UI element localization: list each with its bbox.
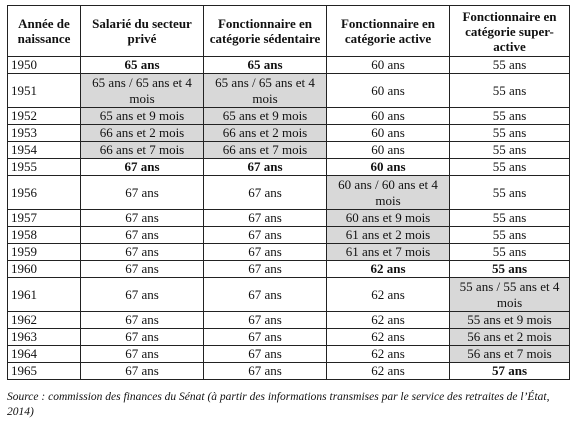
value-cell: 67 ans [204, 346, 327, 363]
value-cell: 60 ans et 9 mois [327, 210, 450, 227]
value-cell: 61 ans et 2 mois [327, 227, 450, 244]
value-cell: 67 ans [204, 363, 327, 380]
header-birth-year: Année de naissance [8, 6, 81, 57]
value-cell: 67 ans [204, 329, 327, 346]
value-cell: 67 ans [204, 210, 327, 227]
value-cell: 67 ans [204, 176, 327, 210]
value-cell: 60 ans [327, 159, 450, 176]
value-cell: 67 ans [81, 329, 204, 346]
value-cell: 55 ans [450, 210, 570, 227]
value-cell: 60 ans / 60 ans et 4 mois [327, 176, 450, 210]
value-cell: 55 ans [450, 227, 570, 244]
table-row [8, 74, 570, 108]
value-cell: 60 ans [327, 142, 450, 159]
value-cell: 66 ans et 2 mois [204, 125, 327, 142]
value-cell: 67 ans [204, 159, 327, 176]
year-cell: 1965 [8, 363, 81, 380]
value-cell: 67 ans [81, 227, 204, 244]
value-cell: 67 ans [81, 278, 204, 312]
table-row [8, 312, 570, 329]
value-cell: 66 ans et 7 mois [81, 142, 204, 159]
header-row [8, 6, 570, 57]
value-cell: 55 ans [450, 261, 570, 278]
value-cell: 57 ans [450, 363, 570, 380]
value-cell: 67 ans [204, 227, 327, 244]
year-cell: 1953 [8, 125, 81, 142]
value-cell: 56 ans et 2 mois [450, 329, 570, 346]
value-cell: 55 ans et 9 mois [450, 312, 570, 329]
year-cell: 1951 [8, 74, 81, 108]
year-cell: 1963 [8, 329, 81, 346]
year-cell: 1964 [8, 346, 81, 363]
value-cell: 61 ans et 7 mois [327, 244, 450, 261]
value-cell: 55 ans [450, 159, 570, 176]
value-cell: 65 ans et 9 mois [81, 108, 204, 125]
table-row [8, 363, 570, 380]
value-cell: 62 ans [327, 312, 450, 329]
value-cell: 67 ans [81, 363, 204, 380]
value-cell: 55 ans [450, 244, 570, 261]
value-cell: 65 ans [81, 57, 204, 74]
header-active: Fonctionnaire en catégorie active [327, 6, 450, 57]
value-cell: 67 ans [81, 176, 204, 210]
value-cell: 67 ans [81, 346, 204, 363]
retirement-age-table [7, 5, 570, 380]
year-cell: 1962 [8, 312, 81, 329]
table-row [8, 57, 570, 74]
table-row [8, 125, 570, 142]
value-cell: 55 ans [450, 57, 570, 74]
value-cell: 67 ans [81, 244, 204, 261]
table-row [8, 142, 570, 159]
year-cell: 1950 [8, 57, 81, 74]
year-cell: 1955 [8, 159, 81, 176]
value-cell: 66 ans et 2 mois [81, 125, 204, 142]
value-cell: 55 ans [450, 142, 570, 159]
table-row [8, 261, 570, 278]
value-cell: 55 ans / 55 ans et 4 mois [450, 278, 570, 312]
value-cell: 60 ans [327, 125, 450, 142]
year-cell: 1961 [8, 278, 81, 312]
value-cell: 65 ans et 9 mois [204, 108, 327, 125]
value-cell: 60 ans [327, 57, 450, 74]
year-cell: 1957 [8, 210, 81, 227]
header-super-active: Fonctionnaire en catégorie super-active [450, 6, 570, 57]
value-cell: 62 ans [327, 363, 450, 380]
value-cell: 60 ans [327, 74, 450, 108]
header-private-sector: Salarié du secteur privé [81, 6, 204, 57]
value-cell: 66 ans et 7 mois [204, 142, 327, 159]
table-row [8, 159, 570, 176]
year-cell: 1959 [8, 244, 81, 261]
value-cell: 67 ans [81, 261, 204, 278]
value-cell: 56 ans et 7 mois [450, 346, 570, 363]
table-row [8, 210, 570, 227]
year-cell: 1956 [8, 176, 81, 210]
table-row [8, 244, 570, 261]
value-cell: 55 ans [450, 125, 570, 142]
year-cell: 1954 [8, 142, 81, 159]
value-cell: 62 ans [327, 346, 450, 363]
value-cell: 62 ans [327, 329, 450, 346]
table-row [8, 278, 570, 312]
value-cell: 67 ans [204, 278, 327, 312]
value-cell: 62 ans [327, 261, 450, 278]
table-row [8, 227, 570, 244]
value-cell: 65 ans [204, 57, 327, 74]
year-cell: 1960 [8, 261, 81, 278]
value-cell: 55 ans [450, 176, 570, 210]
value-cell: 55 ans [450, 74, 570, 108]
source-note: Source : commission des finances du Sénat (à partir des informations transmises par le service des retraites de l’État, 2014) [7, 391, 550, 418]
value-cell: 67 ans [204, 261, 327, 278]
value-cell: 67 ans [204, 244, 327, 261]
value-cell: 65 ans / 65 ans et 4 mois [204, 74, 327, 108]
table-row [8, 108, 570, 125]
value-cell: 67 ans [81, 159, 204, 176]
header-sedentary: Fonctionnaire en catégorie sédentaire [204, 6, 327, 57]
value-cell: 55 ans [450, 108, 570, 125]
table-row [8, 176, 570, 210]
value-cell: 65 ans / 65 ans et 4 mois [81, 74, 204, 108]
value-cell: 67 ans [81, 312, 204, 329]
value-cell: 67 ans [81, 210, 204, 227]
year-cell: 1958 [8, 227, 81, 244]
year-cell: 1952 [8, 108, 81, 125]
value-cell: 67 ans [204, 312, 327, 329]
value-cell: 62 ans [327, 278, 450, 312]
table-row [8, 346, 570, 363]
table-row [8, 329, 570, 346]
value-cell: 60 ans [327, 108, 450, 125]
